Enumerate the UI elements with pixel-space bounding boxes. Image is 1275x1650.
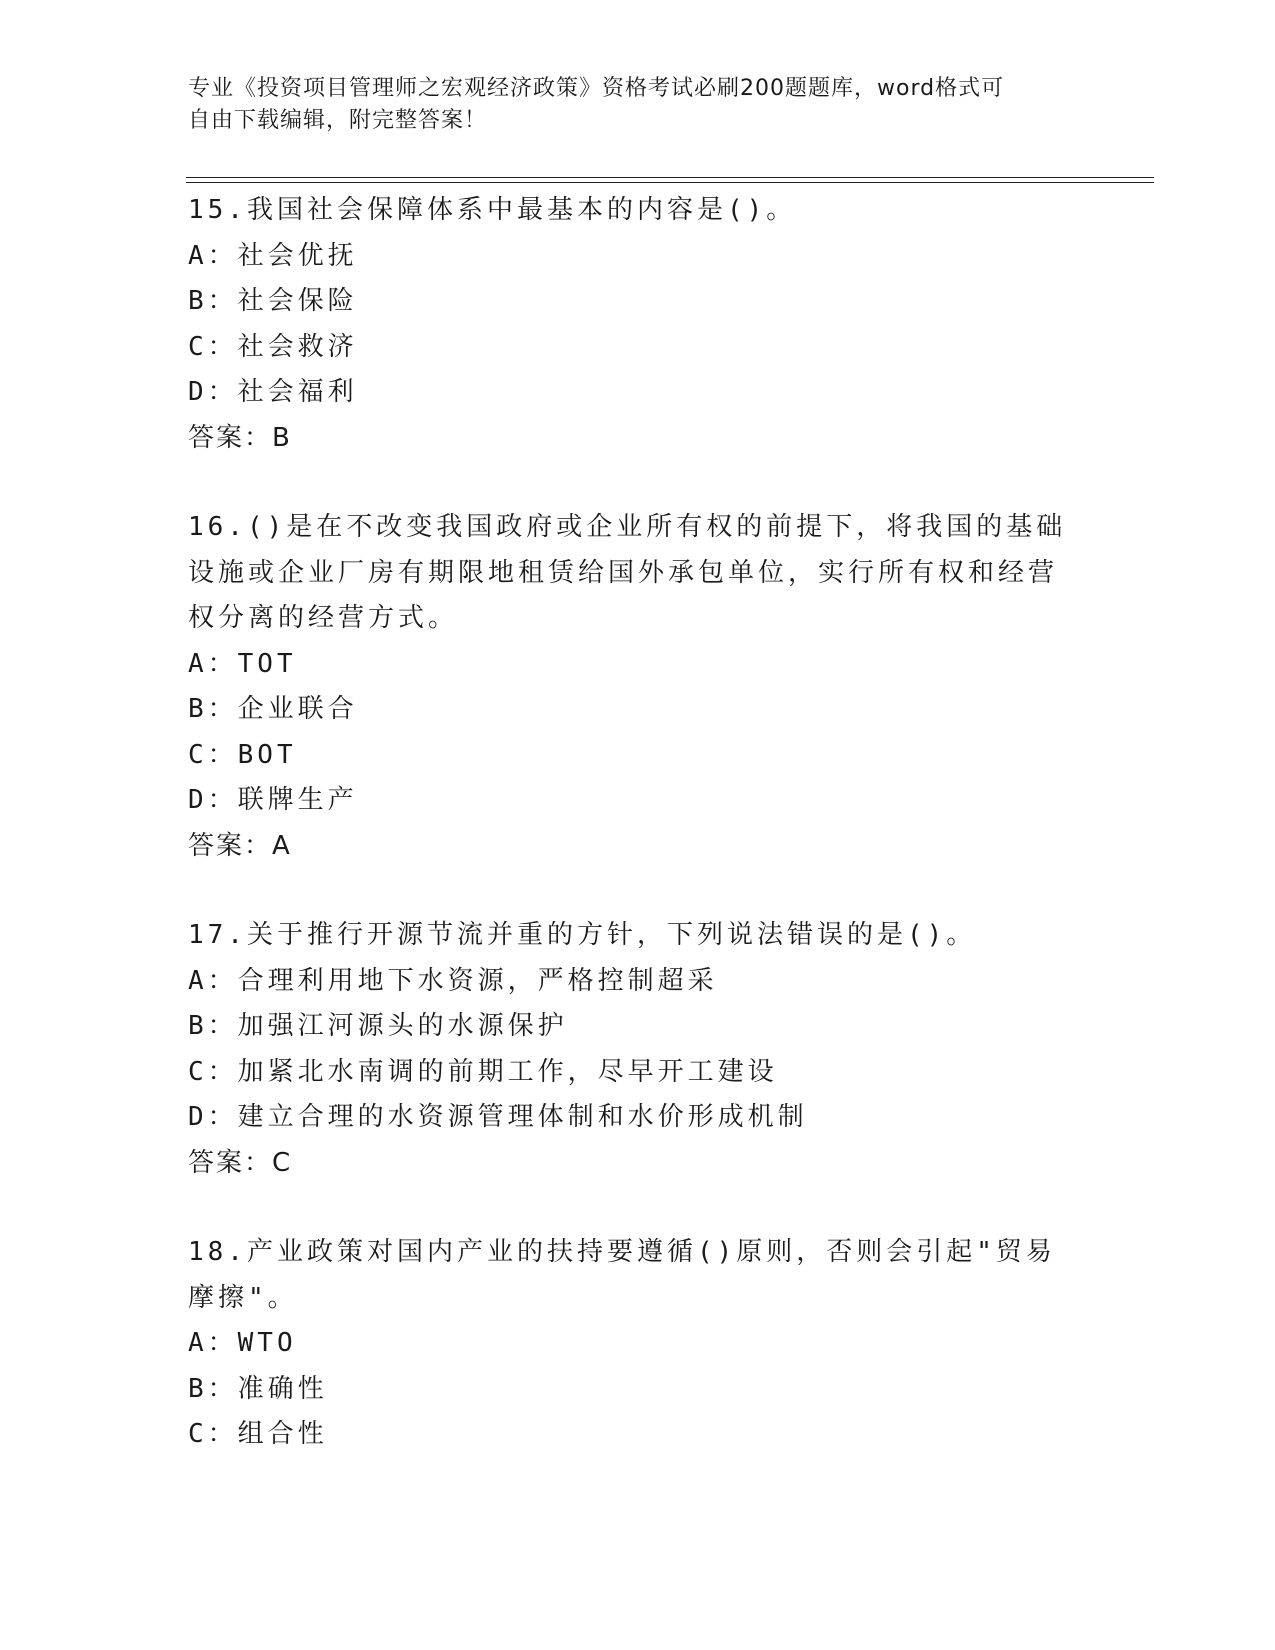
document-intro [188,73,1068,137]
option-a: A：TOT [188,648,297,679]
option-a: A：社会优抚 [188,240,358,271]
question-15 [188,188,1088,461]
intro-line-1: 专业《投资项目管理师之宏观经济政策》资格考试必刷200题题库，word格式可 [188,76,1005,101]
header-divider-top [186,177,1154,178]
question-16 [188,505,1088,869]
question-list [188,188,1088,1502]
option-c: C：BOT [188,739,297,770]
question-18 [188,1230,1088,1458]
option-d: D：建立合理的水资源管理体制和水价形成机制 [188,1102,808,1132]
option-c: C：加紧北水南调的前期工作，尽早开工建设 [188,1056,778,1087]
question-17 [188,913,1088,1186]
question-stem: 17.关于推行开源节流并重的方针，下列说法错误的是()。 [188,920,977,950]
option-c: C：社会救济 [188,331,358,362]
option-b: B：加强江河源头的水源保护 [188,1011,568,1041]
question-stem: 15.我国社会保障体系中最基本的内容是()。 [188,195,797,225]
intro-line-2: 自由下载编辑，附完整答案！ [188,108,488,133]
option-b: B：企业联合 [188,694,358,724]
option-d: D：联牌生产 [188,785,358,815]
option-a: A：WTO [188,1328,297,1358]
question-stem: 18.产业政策对国内产业的扶持要遵循()原则，否则会引起"贸易摩擦"。 [188,1237,1056,1313]
option-b: B：社会保险 [188,286,358,316]
option-a: A：合理利用地下水资源，严格控制超采 [188,965,718,996]
option-c: C：组合性 [188,1419,328,1449]
header-divider-bottom [186,182,1154,183]
answer-label: 答案：A [188,830,292,861]
answer-label: 答案：B [188,422,292,453]
question-stem: 16.()是在不改变我国政府或企业所有权的前提下，将我国的基础设施或企业厂房有期限地租赁给国外承包单位，实行所有权和经营权分离的经营方式。 [188,512,1067,633]
answer-label: 答案：C [188,1147,293,1178]
option-b: B：准确性 [188,1373,328,1404]
option-d: D：社会福利 [188,377,358,407]
